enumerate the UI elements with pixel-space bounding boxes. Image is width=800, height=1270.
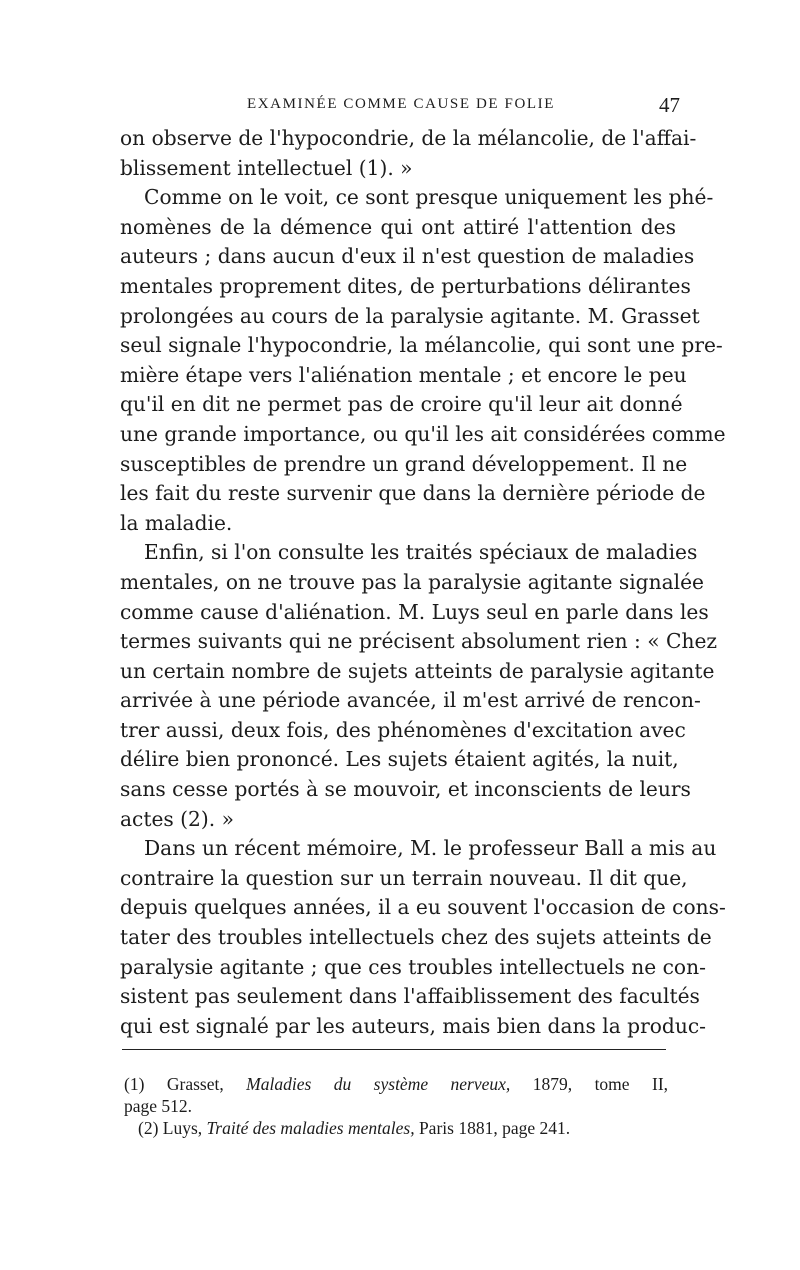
text-line: trer aussi, deux fois, des phénomènes d'excitation avec [120,717,686,742]
footnote-author: Luys, [162,1118,203,1138]
text-line: les fait du reste survenir que dans la dernière période de [120,481,706,506]
text-line: qui est signalé par les auteurs, mais bien dans la produc- [120,1013,706,1038]
footnote-details: Paris 1881, page 241. [418,1118,571,1138]
footnote-line [124,1117,668,1139]
paragraph-dans [120,834,726,1041]
footnote-author: Grasset, [166,1074,224,1094]
text-line: paralysie agitante ; que ces troubles intellectuels ne con- [120,954,706,979]
paragraph-comme [120,183,726,538]
footnotes [124,1073,668,1139]
text-line: prolongées au cours de la paralysie agitante. M. Grasset [120,303,700,328]
footnote-continuation: page 512. [124,1096,193,1116]
footnote-divider [122,1049,666,1050]
body-text [120,124,726,1041]
text-line: sans cesse portés à se mouvoir, et inconscients de leurs [120,777,691,802]
text-line: Enfin, si l'on consulte les traités spéciaux de maladies [144,540,698,565]
text-line: nomènes de la démence qui ont attiré l'attention des [120,214,676,239]
text-line: on observe de l'hypocondrie, de la mélancolie, de l'affai- [120,126,697,150]
footnote-marker: (1) [124,1074,145,1094]
text-line: sistent pas seulement dans l'affaiblissement des facultés [120,984,700,1009]
text-line: Dans un récent mémoire, M. le professeur Ball a mis au [144,836,717,861]
text-line: une grande importance, ou qu'il les ait considérées comme [120,421,726,446]
text-line: termes suivants qui ne précisent absolument rien : « Chez [120,629,718,654]
footnote-title: Maladies du système nerveux, [246,1074,511,1094]
running-head [118,94,684,120]
running-title: EXAMINÉE COMME CAUSE DE FOLIE [246,96,556,112]
paragraph-enfin [120,538,718,834]
text-line: depuis quelques années, il a eu souvent l'occasion de cons- [120,895,726,920]
text-line: un certain nombre de sujets atteints de paralysie agitante [120,658,715,683]
text-line: qu'il en dit ne permet pas de croire qu'il leur ait donné [120,392,683,417]
text-line: comme cause d'aliénation. M. Luys seul en parle dans les [120,599,709,624]
text-line: Comme on le voit, ce sont presque uniquement les phé- [144,185,714,210]
footnote-1 [124,1073,668,1117]
text-line: mière étape vers l'aliénation mentale ; et encore le peu [120,362,687,387]
text-line: délire bien prononcé. Les sujets étaient agités, la nuit, [120,747,679,772]
footnote-2 [124,1117,668,1139]
text-line: mentales proprement dites, de perturbations délirantes [120,273,691,298]
footnote-title: Traité des maladies mentales, [206,1118,415,1138]
text-line: blissement intellectuel (1). » [120,155,413,180]
text-line: mentales, on ne trouve pas la paralysie agitante signalée [120,569,704,594]
text-line: susceptibles de prendre un grand développement. Il ne [120,451,688,476]
footnote-details: 1879, tome II, [532,1074,669,1094]
text-line: contraire la question sur un terrain nouveau. Il dit que, [120,865,688,890]
footnote-marker: (2) [138,1118,159,1138]
footnote-line [124,1073,668,1095]
paragraph-continuation [120,124,697,183]
page-number: 47 [659,93,680,117]
text-line: seul signale l'hypocondrie, la mélancolie, qui sont une pre- [120,333,723,358]
text-line: la maladie. [120,510,233,535]
text-line: arrivée à une période avancée, il m'est arrivé de rencon- [120,688,701,713]
text-line: actes (2). » [120,806,234,831]
text-line: tater des troubles intellectuels chez des sujets atteints de [120,925,712,950]
text-line: auteurs ; dans aucun d'eux il n'est question de maladies [120,244,695,269]
